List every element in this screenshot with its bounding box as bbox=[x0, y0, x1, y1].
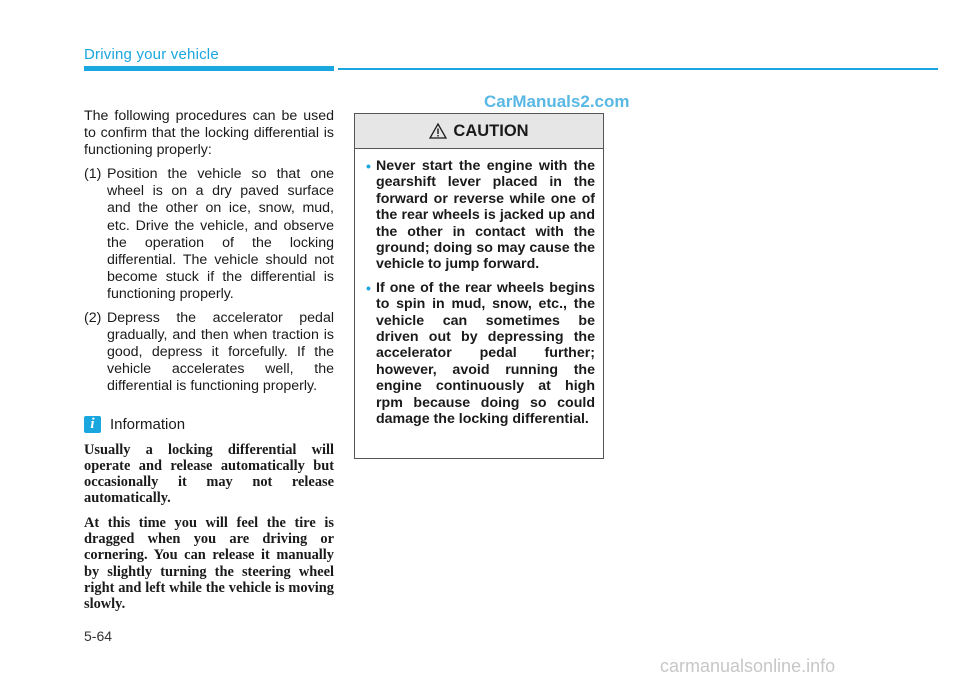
watermark-bottom: carmanualsonline.info bbox=[660, 656, 836, 676]
information-paragraph: At this time you will feel the tire is dragged when you are driving or cornering. You can release it manually by slightly turning the steering wheel right and left while the vehicle is moving slowly. bbox=[84, 514, 334, 613]
step-number: (2) bbox=[84, 310, 102, 327]
warning-triangle-icon bbox=[429, 123, 447, 139]
caution-item-text: If one of the rear wheels begins to spin in mud, snow, etc., the vehicle can sometimes be driven out by depressing the accelerator pedal further; however, avoid running the engine continuously at high rpm because doing so could damage the locking differential. bbox=[376, 279, 595, 428]
step-text: Depress the accelerator pedal gradually, and then when traction is good, depress it forcefully. If the vehicle accelerates well, the differential is functioning properly. bbox=[107, 310, 334, 395]
information-header bbox=[84, 416, 334, 433]
info-icon: i bbox=[84, 416, 101, 433]
step-text: Position the vehicle so that one wheel is on a dry paved surface and the other on ice, snow, mud, etc. Drive the vehicle, and observe the operation of the locking differential. The vehicle should not become stuck if the differential is functioning properly. bbox=[107, 166, 334, 302]
information-body bbox=[84, 442, 334, 613]
watermark-top: CarManuals2.com bbox=[484, 92, 630, 111]
header-rule-thin bbox=[338, 68, 938, 70]
intro-paragraph: The following procedures can be used to confirm that the locking differential is functioning properly: bbox=[84, 108, 334, 159]
procedure-step bbox=[84, 166, 334, 303]
page-number: 5-64 bbox=[84, 628, 113, 644]
procedure-step bbox=[84, 310, 334, 395]
caution-item-text: Never start the engine with the gearshift lever placed in the forward or reverse while one of the rear wheels is jacked up and the other in contact with the ground; doing so may cause the vehicle to jump forward. bbox=[376, 158, 595, 273]
caution-body bbox=[355, 149, 603, 428]
left-column bbox=[84, 108, 334, 621]
caution-title: CAUTION bbox=[453, 121, 529, 140]
caution-header bbox=[355, 114, 603, 149]
bullet-icon: • bbox=[366, 158, 371, 174]
caution-item bbox=[366, 280, 595, 428]
section-title: Driving your vehicle bbox=[84, 46, 219, 63]
caution-item bbox=[366, 158, 595, 273]
header-rule-thick bbox=[84, 66, 334, 71]
bullet-icon: • bbox=[366, 279, 371, 296]
information-paragraph: Usually a locking differential will operate and release automatically but occasionally it may not release automatically. bbox=[84, 441, 334, 507]
information-title: Information bbox=[110, 415, 186, 433]
step-number: (1) bbox=[84, 166, 102, 183]
caution-box bbox=[354, 113, 604, 459]
